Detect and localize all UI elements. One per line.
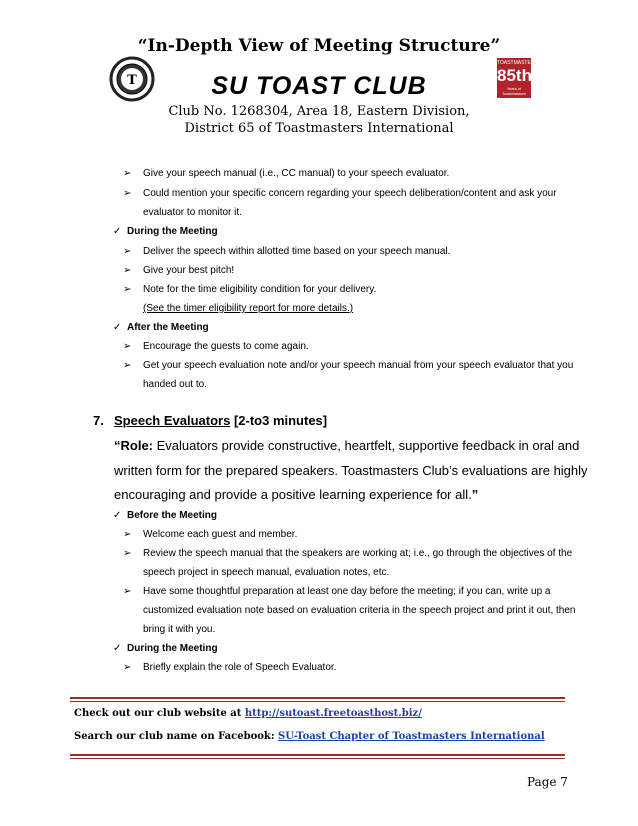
anniversary-logo-top: TOASTMASTERS — [497, 60, 538, 66]
svg-text:T: T — [127, 73, 137, 88]
checkmark-icon: ✓ — [113, 643, 122, 654]
footer-website: Check out our club website at http://sutoast.freetoasthost.biz/ — [74, 708, 422, 719]
section-duration: [2-to3 minutes] — [230, 413, 328, 428]
role-line: written form for the prepared speakers. Toastmasters Club’s evaluations are highly — [114, 463, 588, 478]
club-name: SU TOAST CLUB — [211, 72, 427, 100]
role-label: “Role: — [114, 438, 153, 453]
page-number: Page 7 — [527, 775, 568, 789]
arrow-bullet-icon: ➢ — [123, 168, 132, 179]
facebook-link[interactable]: SU-Toast Chapter of Toastmasters International — [278, 731, 545, 742]
arrow-bullet-icon: ➢ — [123, 284, 132, 295]
section-title: Speech Evaluators — [114, 413, 231, 428]
anniversary-logo-bottom: Years of Toastmasters — [502, 86, 526, 96]
arrow-bullet-icon: ➢ — [123, 360, 132, 371]
arrow-bullet-icon: ➢ — [123, 529, 132, 540]
arrow-bullet-icon: ➢ — [123, 341, 132, 352]
anniversary-logo — [497, 58, 538, 98]
document-title: “In-Depth View of Meeting Structure” — [137, 36, 501, 56]
section-heading-speech-evaluators — [93, 413, 327, 428]
checkmark-icon: ✓ — [113, 226, 122, 237]
website-link[interactable]: http://sutoast.freetoasthost.biz/ — [244, 708, 422, 719]
arrow-bullet-icon: ➢ — [123, 662, 132, 673]
checkmark-icon: ✓ — [113, 322, 122, 333]
arrow-bullet-icon: ➢ — [123, 188, 132, 199]
club-info-line2: District 65 of Toastmasters International — [184, 121, 454, 136]
arrow-bullet-icon: ➢ — [123, 246, 132, 257]
footer-divider — [70, 754, 565, 759]
arrow-bullet-icon: ➢ — [123, 265, 132, 276]
footer-divider — [70, 697, 565, 702]
club-info-line1: Club No. 1268304, Area 18, Eastern Division, — [168, 104, 470, 119]
section-number: 7. — [93, 413, 104, 428]
arrow-bullet-icon: ➢ — [123, 548, 132, 559]
checkmark-icon: ✓ — [113, 510, 122, 521]
footer-facebook: Search our club name on Facebook: SU-Toast Chapter of Toastmasters International — [74, 731, 545, 742]
role-line: encouraging and provide a positive learning experience for all.” — [114, 487, 479, 502]
anniversary-number: 85th — [497, 66, 532, 85]
arrow-bullet-icon: ➢ — [123, 586, 132, 597]
role-line: “Role: Evaluators provide constructive, heartfelt, supportive feedback in oral and — [114, 438, 580, 453]
